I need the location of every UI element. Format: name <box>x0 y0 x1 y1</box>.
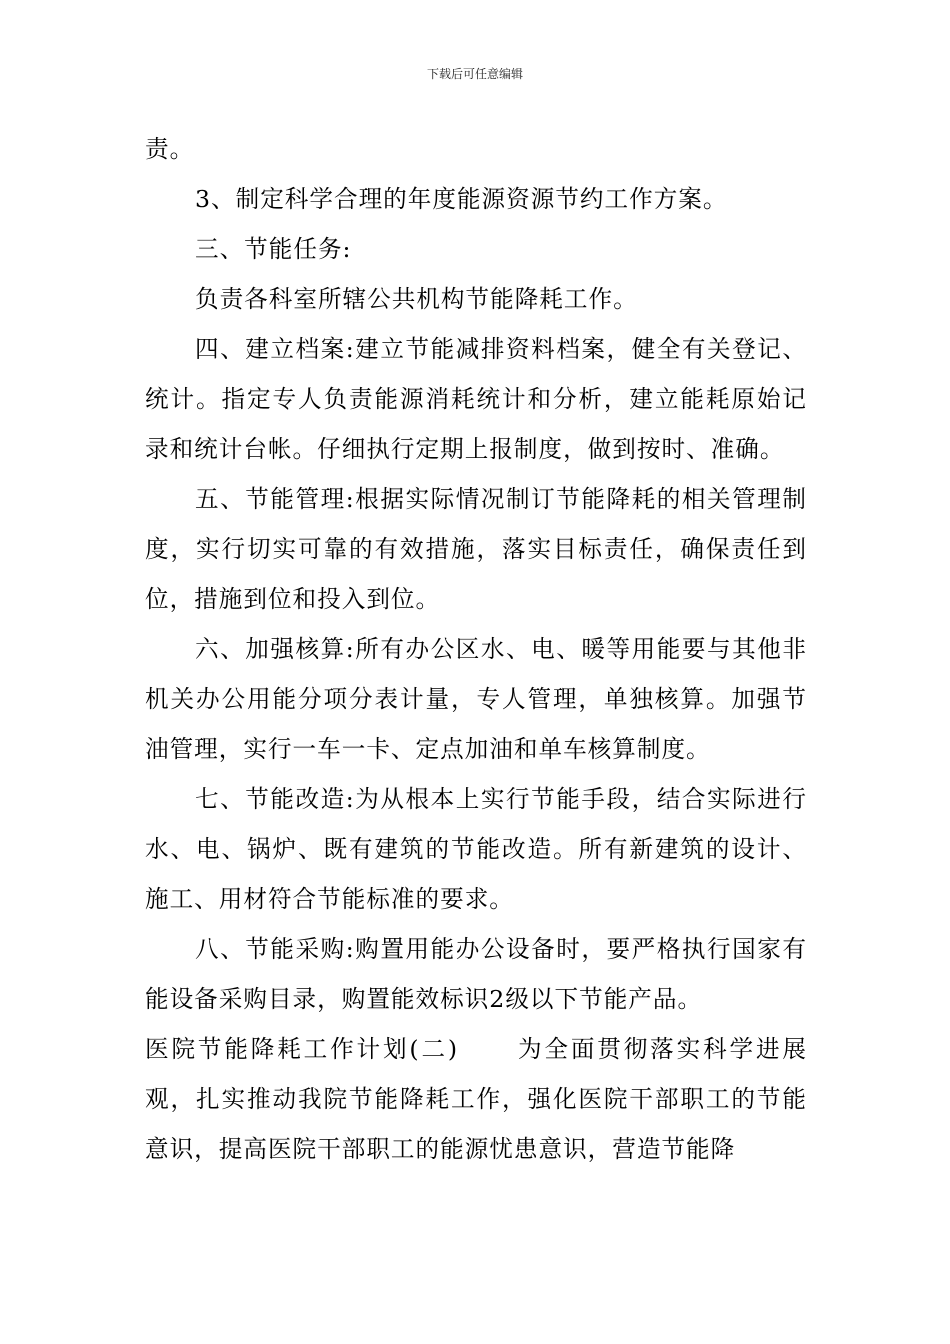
paragraph: 五、节能管理:根据实际情况制订节能降耗的相关管理制度，实行切实可靠的有效措施，落实目标责任，确保责任到位，措施到位和投入到位。 <box>145 485 807 613</box>
paragraph: 三、节能任务: <box>195 235 352 263</box>
page-header: 下载后可任意编辑 <box>426 67 523 81</box>
section-two-title: 医院节能降耗工作计划(二) <box>145 1035 459 1063</box>
paragraph: 3、制定科学合理的年度能源资源节约工作方案。 <box>195 185 728 213</box>
paragraph: 责。 <box>145 135 195 163</box>
paragraph: 四、建立档案:建立节能减排资料档案，健全有关登记、统计。指定专人负责能源消耗统计和分析，建立能耗原始记录和统计台帐。仔细执行定期上报制度，做到按时、准确。 <box>145 335 807 463</box>
paragraph: 六、加强核算:所有办公区水、电、暖等用能要与其他非机关办公用能分项分表计量，专人管理，单独核算。加强节油管理，实行一车一卡、定点加油和单车核算制度。 <box>145 635 807 763</box>
paragraph: 八、节能采购:购置用能办公设备时，要严格执行国家有能设备采购目录，购置能效标识2级以下节能产品。 <box>145 935 807 1013</box>
section-two-text: 为全面贯彻落实科学进展观，扎实推动我院节能降耗工作，强化医院干部职工的节能意识，提高医院干部职工的能源忧患意识，营造节能降 <box>145 1035 807 1163</box>
section-two-paragraph <box>145 1024 807 1174</box>
document-body <box>145 124 807 1174</box>
paragraph: 负责各科室所辖公共机构节能降耗工作。 <box>195 285 638 313</box>
paragraph: 七、节能改造:为从根本上实行节能手段，结合实际进行水、电、锅炉、既有建筑的节能改造。所有新建筑的设计、施工、用材符合节能标准的要求。 <box>145 785 807 913</box>
